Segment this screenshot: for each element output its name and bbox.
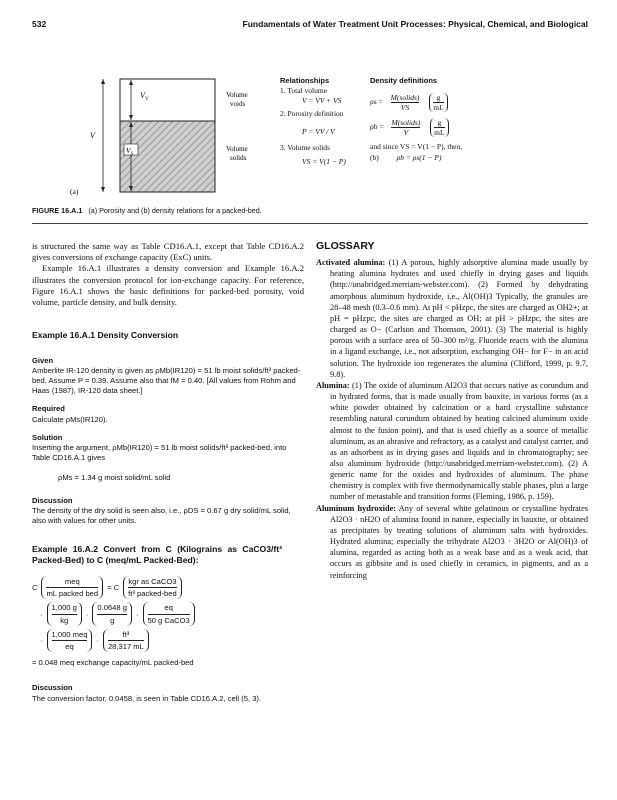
relation-2: 2. Porosity definition — [280, 108, 344, 118]
relation-1-eq: V = VV + VS — [302, 96, 342, 106]
caption-rule — [32, 223, 588, 224]
example-1-title: Example 16.A.1 Density Conversion — [32, 330, 179, 341]
solution-text: Inserting the argument, ρMb(IR120) = 51 lb moist solids/ft³ packed-bed, into Table CD16.A.1 gives — [32, 442, 287, 462]
label-v: V — [90, 131, 95, 140]
required-heading: Required — [32, 404, 65, 414]
label-vs: $V_S$ — [126, 146, 134, 157]
glossary-column — [316, 241, 588, 581]
required-text: Calculate ρMs(IR120). — [32, 414, 108, 424]
eq-1000meq: 1,000 meq — [52, 629, 88, 641]
term-aluminum-hydroxide: Aluminum hydroxide: — [316, 503, 397, 513]
eq-meq: meq — [46, 576, 98, 588]
eq-result: = 0.048 meq exchange capacity/mL packed-bed — [32, 658, 194, 668]
unit-g: g — [433, 93, 443, 103]
example-2-title: Example 16.A.2 Convert from C (Kilograins as CaCO3/ft³ Packed-Bed) to C (meq/mL Packed-Bed): — [32, 544, 282, 566]
eq-ft3b: ft³ — [108, 629, 144, 641]
unit-ml: mL — [433, 103, 444, 112]
figure-caption — [32, 206, 262, 215]
figure-16a1 — [60, 64, 600, 204]
eq-kg: kg — [60, 615, 69, 625]
rho-b-eq: ρb = ρs(1 − P) — [396, 153, 442, 162]
glossary-entry-activated-alumina — [316, 257, 588, 380]
glossary-entry-aluminum-hydroxide — [316, 503, 588, 581]
term-activated-alumina: Activated alumina: — [316, 258, 386, 268]
paragraph-2: Example 16.A.1 illustrates a density conversion and Example 16.A.2 illustrates the conversion protocol for ion-exchange capacity. For reference, Figure 16.A.1 shows the basic definitions for packed-bed porosity, void volume, particle density, and bulk density. — [32, 263, 304, 308]
rho-b-label: ρb = — [370, 122, 384, 132]
svg-text:voids: voids — [230, 100, 246, 108]
left-column — [32, 241, 304, 704]
eq-eq: eq — [148, 602, 190, 614]
glossary-title: GLOSSARY — [316, 240, 375, 252]
discussion-2-text: The conversion factor, 0.0458, is seen in Table CD16.A.2, cell (5, 3). — [32, 693, 262, 703]
eq-equals-c: = C — [107, 583, 120, 593]
svg-text:solids: solids — [230, 154, 247, 162]
relation-1: 1. Total volume — [280, 86, 328, 96]
def-alumina: (1) The oxide of aluminum Al2O3 that occurs native as corundum and in hydrated forms, that is made usually from bauxite, in various forms (as a white powder obtained by calcination or a hard crystalline substance resembling natural corundum obtained by heating calcined aluminum oxide almost to the fusion point), and that is used chiefly as a source of metallic aluminum, as an abrasive and refractory, as a catalyst and catalyst carrier, and as an adsorbent as in drying gases and liquids and in chromatography; see also aluminum hydroxide (http://unabridged.merriam-webster.com). (2) A generic name for the oxides and hydroxides of aluminum. The phase chemistry is complex with five thermodynamically stable phases, plus a large number of metastable and transition forms (Fleming, 1986, p. 159). — [330, 380, 588, 502]
rho-s-denominator: VS — [400, 103, 410, 112]
running-header: Fundamentals of Water Treatment Unit Processes: Physical, Chemical, and Biological — [242, 19, 588, 29]
rho-b-numerator: M(solids) — [391, 118, 421, 127]
label-volume-voids: Volume — [226, 91, 248, 99]
panel-a-label: (a) — [70, 187, 79, 196]
eq-ft3: ft³ packed-bed — [128, 589, 177, 599]
relation-2-eq: P = VV / V — [302, 126, 335, 136]
rho-s-numerator: M(solids) — [390, 93, 420, 102]
label-vv: $V_V$ — [140, 91, 149, 102]
unit-ml-2: mL — [434, 128, 445, 137]
rho-b-denominator: V — [403, 128, 409, 137]
eq-1000g: 1,000 g — [52, 602, 77, 614]
relationships-title: Relationships — [280, 76, 330, 85]
page-number: 532 — [32, 19, 47, 29]
eq-ml-packed: mL packed bed — [46, 589, 99, 599]
caption-label: FIGURE 16.A.1 — [32, 206, 83, 215]
eq-g: g — [110, 615, 115, 625]
since-line: and since VS = V(1 − P), then, — [370, 142, 463, 151]
discussion-heading: Discussion — [32, 495, 73, 505]
density-block — [370, 76, 510, 162]
paragraph-1: is structured the same way as Table CD16.A.1, except that Table CD16.A.2 gives conversions of exchange capacity (ExC) units. — [32, 241, 304, 263]
given-text: Amberlite IR-120 density is given as ρMb(IR120) = 51 lb moist solids/ft³ packed-bed. Assume P = 0.39. Assume also that fM = 0.40. [All values from Rohm and Haas (1987), IR-120 data sheet.] — [32, 366, 301, 396]
eq-00648: 0.0648 g — [97, 602, 127, 614]
packed-bed-diagram — [60, 64, 260, 204]
given-heading: Given — [32, 356, 54, 366]
def-aluminum-hydroxide: Any of several white gelatinous or crystalline hydrates Al2O3 · nH2O of alumina found in nature, especially in bauxite, or obtained as precipitates by treating solutions of aluminum salts with hydroxides. Hydrated alumina; especially the trihydrate Al2O3 · 3H2O or Al(OH)3 of alumina, regarded as acting both as a weak base and as a weak acid, that occurs as gibbsite and is used chiefly in ceramics, in pigments, and as a reinforcing — [330, 503, 588, 580]
def-activated-alumina: (1) A porous, highly adsorptive alumina made usually by heating alumina hydrates and used chiefly in drying gases and liquids (http://unabridged.merriam-webster.com). (2) Formed by dehydrating amorphous aluminum hydroxide, i.e., Al(OH)3 Typically, the granules are 28–48 mesh (0.3–0.6 mm). At pH < pHzpc, the sites are charged as OH2+; at pH = pHzpc, the sites are charged as OH; at pH > pHzpc, the sites are charged as O− (Carlson and Thomson, 2001). (3) The material is highly porous with a surface area of 50–300 m²/g. Fluoride reacts with the alumina in a ligand exchange, i.e., not adsorption, exchanging OH− for F− in an acid solution. The hydroxide ion regenerates the alumina (Clifford, 1999, p. 9.7, 9.8). — [330, 258, 589, 379]
label-volume-solids: Volume — [226, 145, 248, 153]
glossary-entry-alumina — [316, 380, 588, 503]
relation-3: 3. Volume solids — [280, 143, 330, 153]
conversion-equation: C meq mL packed bed = C kgr as CaCO3 ft³ packed-bed · 1,000 g kg · 0.0648 g g · eq 50 g CaCO3 · 1,000 meq eq · ft³ 28,317 mL = 0.048 meq exchange capacity/mL packed-bed — [32, 576, 304, 668]
discussion-text: The density of the dry solid is seen also, i.e., ρDS = 0.67 g dry solid/mL solid, also with values for other units. — [32, 506, 291, 526]
eq-28317: 28,317 mL — [107, 642, 144, 652]
density-title: Density definitions — [370, 76, 438, 85]
discussion-2-heading: Discussion — [32, 683, 73, 693]
term-alumina: Alumina: — [316, 380, 350, 390]
solution-heading: Solution — [32, 432, 63, 442]
relation-3-eq: VS = V(1 − P) — [302, 157, 346, 167]
caption-text: (a) Porosity and (b) density relations for a packed-bed. — [88, 206, 262, 215]
eq-eq2: eq — [65, 642, 74, 652]
rho-s-label: ρs = — [370, 97, 383, 107]
eq-c: C — [32, 583, 38, 593]
solids-region — [120, 121, 215, 192]
panel-b-label: (b) — [370, 153, 379, 162]
unit-g-2: g — [434, 118, 444, 128]
eq-50g: 50 g CaCO3 — [147, 615, 190, 625]
result-line: ρMs = 1.34 g moist solid/mL solid — [58, 472, 171, 482]
eq-kgr: kgr as CaCO3 — [128, 576, 177, 588]
